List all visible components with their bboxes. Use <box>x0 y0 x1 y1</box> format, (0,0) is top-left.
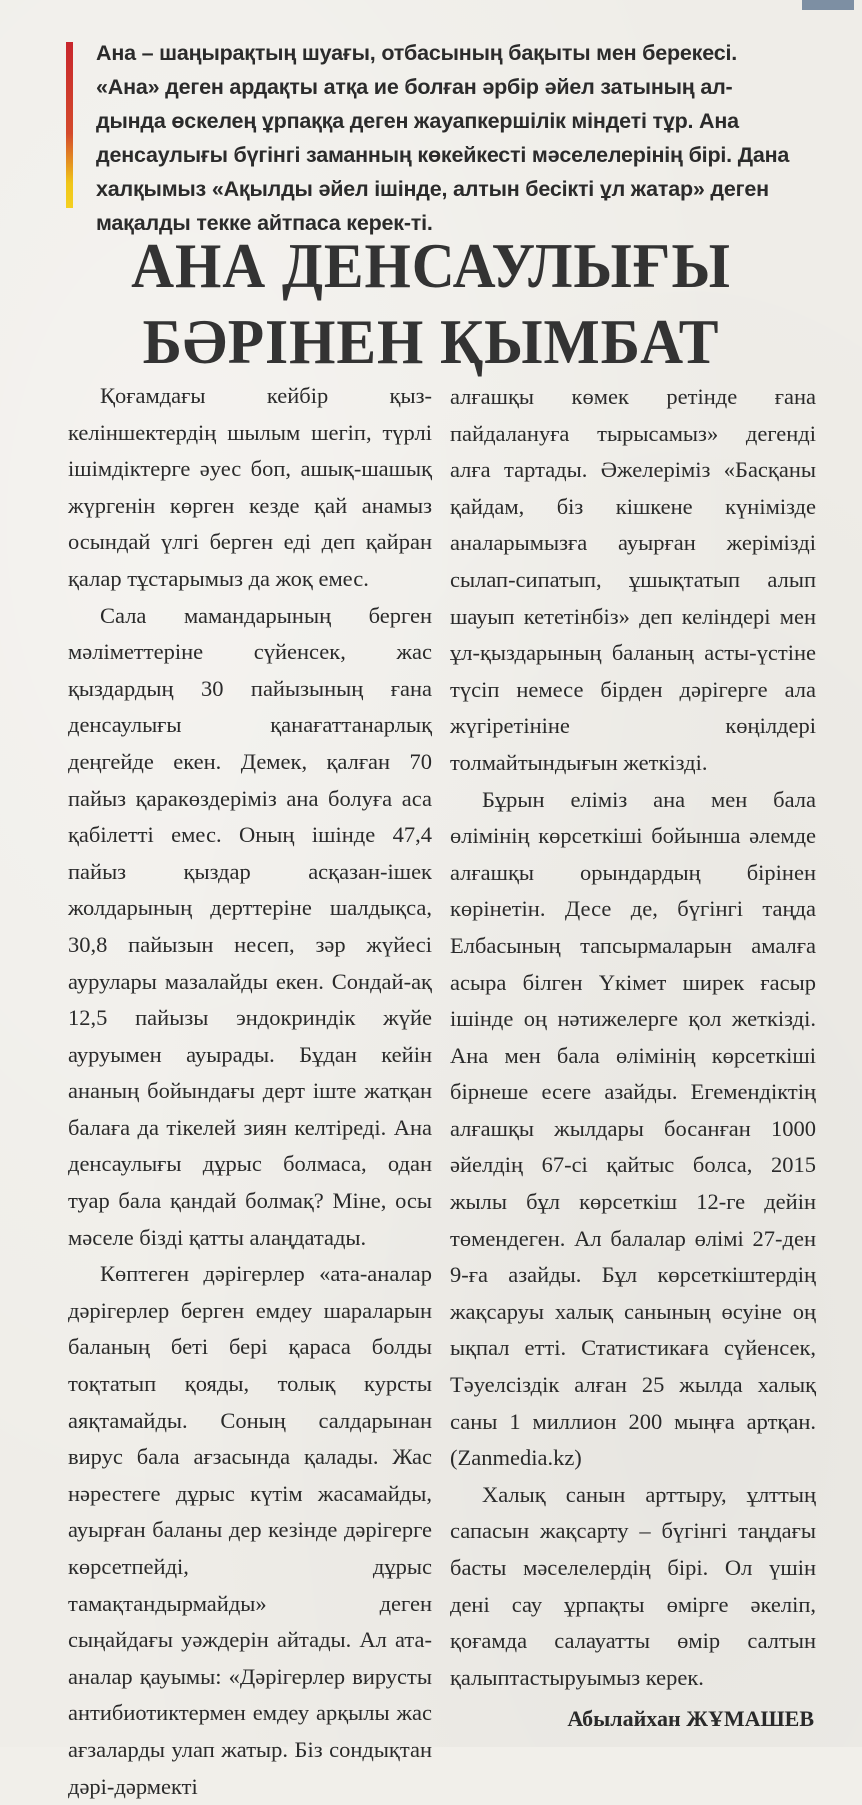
lead-line: халқымыз «Ақылды әйел ішінде, алтын бесікті ұл жатар» деген <box>96 177 769 201</box>
headline-line-1: АНА ДЕНСАУЛЫҒЫ <box>131 230 731 301</box>
lead-line: «Ана» деген ардақты атқа ие болған әрбір әйел затының ал- <box>96 75 733 99</box>
headline-line-2: БӘРІНЕН ҚЫМБАТ <box>142 306 720 377</box>
paragraph: алғашқы көмек ретінде ғана пайдалануға тырысамыз» дегенді алға тартады. Әжелеріміз «Басқаны қайдам, біз кішкене күнімізде аналарымызға ауырған жерімізді сылап-сипатып, ұшықтатып алып шауып кететінбіз» деп келіндері мен ұл-қыздарының баланың асты-үстіне түсіп немесе бірден дәрігерге ала жүгіретініне көңілдері толмайтындығын жеткізді. <box>450 384 816 775</box>
lead-line: дында өскелең ұрпаққа деген жауапкершілік міндеті тұр. Ана <box>96 109 739 133</box>
paragraph: Қоғамдағы кейбір қыз-келіншектердің шылым шегіп, түрлі ішімдіктерге әуес боп, ашық-шашық жүргенін көрген кезде қай анамыз осындай үлгі берген еді деп қайран қалар тұстарымыз да жоқ емес. <box>68 383 432 591</box>
corner-color-mark <box>802 0 854 10</box>
lead-line: Ана – шаңырақтың шуағы, отбасының бақыты мен берекесі. <box>96 41 738 65</box>
left-column <box>68 378 432 1805</box>
paragraph: Сала мамандарының берген мәліметтеріне сүйенсек, жас қыздардың 30 пайызының ғана денсаулығы қанағаттанарлық деңгейде екен. Демек, қалған 70 пайыз қаракөздеріміз ана болуға аса қабілетті емес. Оның ішінде 47,4 пайыз қыздар асқазан-ішек жолдарының дерттеріне шалдықса, 30,8 пайызын несеп, зәр жүйесі аурулары мазалайды екен. Сондай-ақ 12,5 пайызы эндокриндік жүйе ауруымен ауырады. Бұдан кейін ананың бойындағы дерт іште жатқан балаға да тікелей зиян келтіреді. Ана денсаулығы дұрыс болмаса, одан туар бала қандай болмақ? Міне, осы мәселе бізді қатты алаңдатады. <box>68 602 432 1250</box>
paragraph: Көптеген дәрігерлер «ата-аналар дәрігерлер берген емдеу шараларын баланың беті бері қараса болды тоқтатып қояды, толық курсты аяқтамайды. Соның салдарынан вирус бала ағзасында қалады. Жас нәрестеге дұрыс күтім жасамайды, ауырған баланы дер кезінде дәрігерге көрсетпейді, дұрыс тамақтандырмайды» деген сыңайдағы уәждерін айтады. Ал ата-аналар қауымы: «Дәрігерлер вирусты антибиотиктермен емдеу арқылы жас ағзаларды улап жатыр. Біз сондықтан дәрі-дәрмекті <box>68 1261 432 1799</box>
lead-text <box>96 36 816 240</box>
right-column <box>450 379 816 1696</box>
paragraph: Бұрын еліміз ана мен бала өлімінің көрсеткіші бойынша әлемде алғашқы орындардың бірінен көрінетін. Десе де, бүгінгі таңда Елбасының тапсырмаларын амалға асыра білген Үкімет ширек ғасыр ішінде оң нәтижелерге қол жеткізді. Ана мен бала өлімінің көрсеткіші бірнеше есеге азайды. Егемендіктің алғашқы жылдары босанған 1000 әйелдің 67-сі қайтыс болса, 2015 жылы бұл көрсеткіш 12-ге дейін төмендеген. Ал балалар өлімі 27-ден 9-ға азайды. Бұл көрсеткіштердің жақсаруы халық санының өсуіне оң ықпал етті. Статистикаға сүйенсек, Тәуелсіздік алған 25 жылда халық саны 1 миллион 200 мыңға артқан. (Zanmedia.kz) <box>450 786 816 1471</box>
author-signature: Абылайхан ЖҰМАШЕВ <box>567 1706 814 1731</box>
lead-line: денсаулығы бүгінгі заманның көкейкесті мәселелерінің бірі. Дана <box>96 143 790 167</box>
paragraph: Халық санын арттыру, ұлттың сапасын жақсарту – бүгінгі таңдағы басты мәселелердің бірі. Ол үшін дені сау ұрпақты өмірге әкеліп, қоғамда салауатты өмір салтын қалыптастыруымыз керек. <box>450 1481 816 1690</box>
lead-accent-bar <box>66 42 73 208</box>
lead-line: мақалды текке айтпаса керек-ті. <box>96 211 433 235</box>
article-headline <box>0 228 862 380</box>
